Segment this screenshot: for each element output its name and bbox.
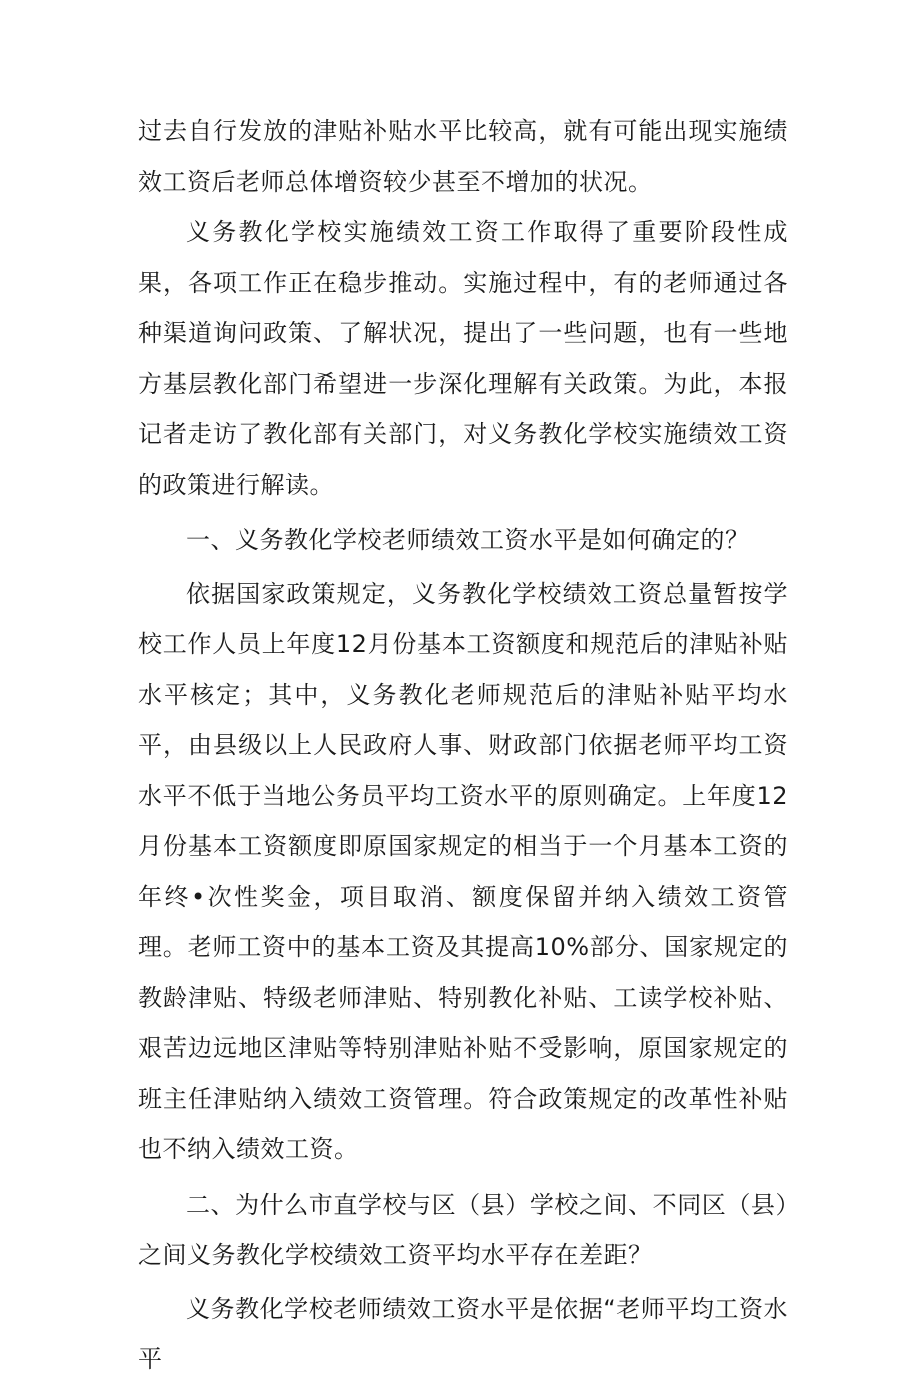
paragraph-intro: 义务教化学校实施绩效工资工作取得了重要阶段性成果，各项工作正在稳步推动。实施过程中，有的老师通过各种渠道询问政策、了解状况，提出了一些问题，也有一些地方基层教化部门希望进一步深化理解有关政策。为此，本报记者走访了教化部有关部门，对义务教化学校实施绩效工资的政策进行解读。 (138, 218, 788, 499)
paragraph-section-2: 义务教化学校老师绩效工资水平是依据“老师平均工资水平 (138, 1294, 788, 1373)
paragraph-section-1: 依据国家政策规定，义务教化学校绩效工资总量暂按学校工作人员上年度12月份基本工资额度和规范后的津贴补贴水平核定；其中，义务教化老师规范后的津贴补贴平均水平，由县级以上人民政府人事、财政部门依据老师平均工资水平不低于当地公务员平均工资水平的原则确定。上年度12月份基本工资额度即原国家规定的相当于一个月基本工资的年终•次性奖金，项目取消、额度保留并纳入绩效工资管理。老师工资中的基本工资及其提高10%部分、国家规定的教龄津贴、特级老师津贴、特别教化补贴、工读学校补贴、艰苦边远地区津贴等特别津贴补贴不受影响，原国家规定的班主任津贴纳入绩效工资管理。符合政策规定的改革性补贴也不纳入绩效工资。 (138, 579, 788, 1163)
section-heading-2: 二、为什么市直学校与区（县）学校之间、不同区（县）之间义务教化学校绩效工资平均水平存在差距？ (138, 1190, 788, 1269)
section-heading-1: 一、义务教化学校老师绩效工资水平是如何确定的？ (186, 526, 750, 554)
document-body (138, 106, 788, 1385)
paragraph-continuation: 过去自行发放的津贴补贴水平比较高，就有可能出现实施绩效工资后老师总体增资较少甚至不增加的状况。 (138, 117, 788, 196)
